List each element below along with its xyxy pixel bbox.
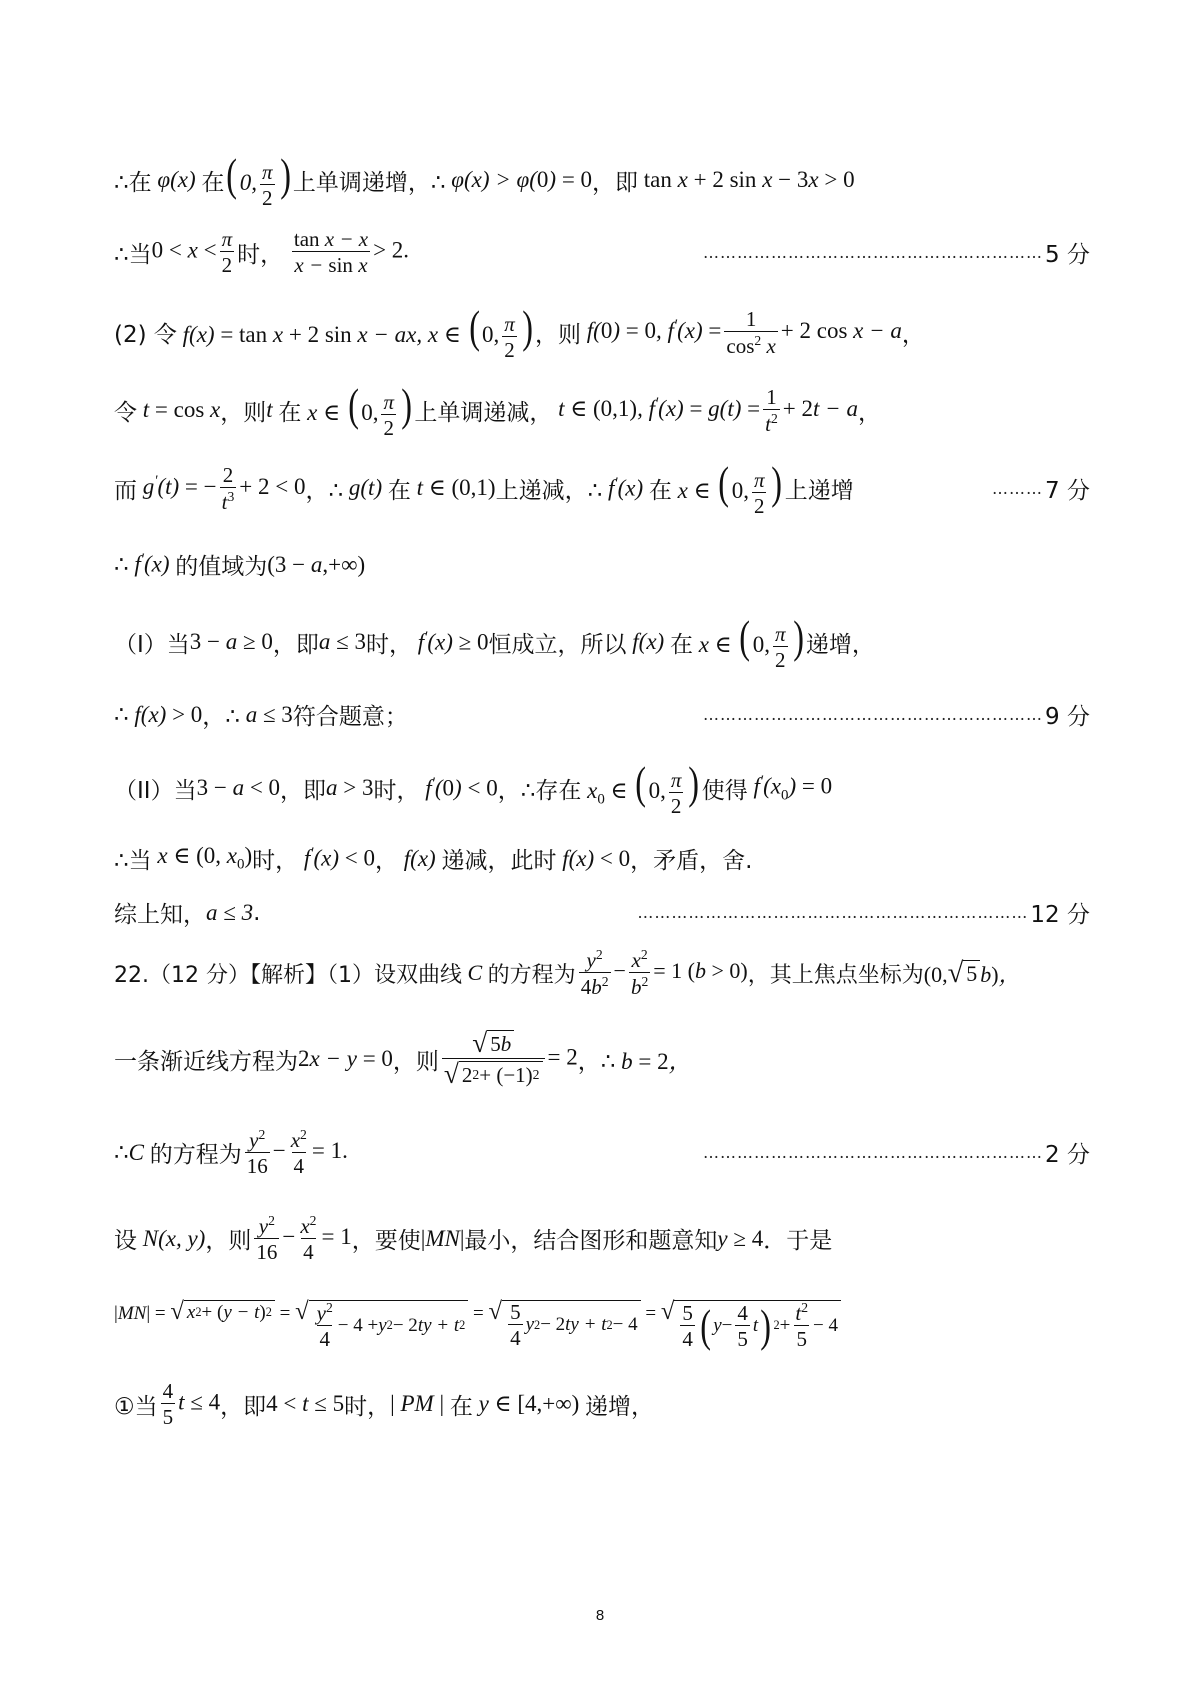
line-14: ∴ C 的方程为 $\frac{y^2}{16}$ − $\frac{x^2}{4}$ = 1. …………………………………………………… 2 分 [114,1127,1090,1179]
line-2: ∴当 0 < x < $\frac{\pi}{2}$ 时， $\frac{\text{tan x − x}}{\text{x − sin x}}$ > 2. …………………………………………………… 5 分 [114,227,1090,278]
line-12: 22.（12 分）【解析】（1）设双曲线 C 的方程为 $\frac{y^2}{4b^2}$ − $\frac{x^2}{b^2}$ = 1 (b > 0) ，其上焦点坐标为 (0, √ 5 b)， [114,947,1021,1000]
leader-dots: …………………………………………………… [703,1143,1044,1163]
score: 5 分 [1045,241,1090,268]
line-11: 综上知， a ≤ 3 . …………………………………………………………… 12 分 [114,896,1090,929]
leader-dots: …………………………………………………………… [637,903,1029,922]
line-5: 而 g'(t) = − $\frac{2}{t^3}$ + 2 < 0 ，∴ g(t) 在 t ∈ (0,1) 上递减，∴ f'(x) 在 x ∈ (0, $\frac{\pi}{2}$ ) 上递增 ……… 7 分 [114,457,1090,518]
line-16: |MN| = √ x 2 + ( y − t ) 2 = √ $\frac{y^2}{4}$ − 4 + y 2 − 2 ty + t 2 = √ $\frac{5}{4}$ y 2 − 2 ty + t 2 − 4 = √ $\frac{5}{4}$ ( y − $\frac{4}{5}$ t ) 2 + $\frac{t^2}{5}$ − 4 [114,1300,1090,1350]
score: 7 分 [1045,477,1090,504]
line-4: 令 t = cos x ，则 t 在 x ∈ (0, $\frac{\pi}{2}$ ) 上单调递减， t ∈ (0,1), f'(x) = g(t) = $\frac{1}{t^2}$ + 2t − a ， [114,379,881,440]
line-10: ∴当 x ∈ (0, $x_0$) 时， f'(x) < 0 ， f(x) 递减，此时 f(x) < 0 ，矛盾，舍. [114,843,753,874]
line-17: ①当 $\frac{4}{5}$ t ≤ 4 ，即 4 < t ≤ 5 时， | PM | 在 y ∈ [4,+∞) 递增， [114,1379,655,1430]
line-3: (2) 令 f(x) = tan x + 2 sin x − ax, x ∈ (0, $\frac{\pi}{2}$ ) ，则 f(0) = 0, f'(x) = $\frac{1}{\cos^2 x}$ + 2 cos x − a ， [114,301,925,362]
line-8: ∴ f(x) > 0 ，∴ a ≤ 3 符合题意； …………………………………………………… 9 分 [114,698,1090,731]
score: 9 分 [1045,704,1090,730]
score: 2 分 [1045,1142,1090,1169]
line-13: 一条渐近线方程为 2x − y = 0 ，则 √ 5 b √ 2 2 + (−1) 2 = 2 ，∴ b = 2， [114,1028,692,1090]
leader-dots: …………………………………………………… [703,705,1044,724]
line-7: （I）当 3 − a ≥ 0 ，即 a ≤ 3 时， f'(x) ≥ 0 恒成立，所以 f(x) 在 x ∈ (0, $\frac{\pi}{2}$ ) 递增， [114,611,875,672]
line-1: ∴在 φ(x) 在 (0, $\frac{\pi}{2}$ ) 上单调递增，∴ φ(x) > φ(0) = 0 ，即 tan x + 2 sin x − 3x > 0 [114,149,855,210]
leader-dots: …………………………………………………… [703,242,1044,262]
line-6: ∴ f'(x) 的值域为 (3 − a,+∞) [114,551,366,580]
page-number: 8 [595,1607,605,1624]
leader-dots: ……… [992,478,1044,498]
line-9: （II）当 3 − a < 0 ，即 a > 3 时， f'(0) < 0 ，∴存在 $x_0$ ∈ (0, $\frac{\pi}{2}$ ) 使得 $f'(x_0) = 0$ [114,757,833,818]
line-15: 设 N(x, y) ，则 $\frac{y^2}{16}$ − $\frac{x^2}{4}$ = 1 ，要使 |MN| 最小，结合图形和题意知 y ≥ 4 ．于是 [114,1213,833,1265]
score: 12 分 [1030,902,1090,928]
